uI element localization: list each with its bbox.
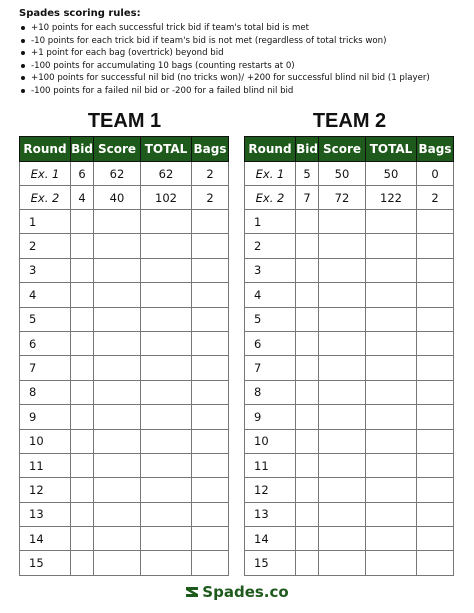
score-entry-cell[interactable] bbox=[71, 307, 94, 331]
score-entry-cell[interactable] bbox=[94, 453, 141, 477]
example-score-cell: 62 bbox=[94, 162, 141, 186]
score-entry-cell[interactable] bbox=[417, 380, 454, 404]
score-entry-cell[interactable] bbox=[417, 258, 454, 282]
score-entry-cell[interactable] bbox=[296, 478, 319, 502]
score-entry-cell[interactable] bbox=[94, 283, 141, 307]
score-entry-cell[interactable] bbox=[141, 210, 192, 234]
score-entry-cell[interactable] bbox=[94, 429, 141, 453]
score-entry-cell[interactable] bbox=[319, 502, 366, 526]
score-entry-cell[interactable] bbox=[417, 283, 454, 307]
round-number-cell: 6 bbox=[245, 331, 296, 355]
score-entry-cell[interactable] bbox=[366, 527, 417, 551]
rules-title: Spades scoring rules: bbox=[19, 8, 141, 19]
column-header: TOTAL bbox=[366, 137, 417, 162]
score-entry-cell[interactable] bbox=[71, 356, 94, 380]
score-entry-cell[interactable] bbox=[417, 527, 454, 551]
example-round-cell: Ex. 1 bbox=[245, 162, 296, 186]
example-row bbox=[20, 186, 229, 210]
score-entry-cell[interactable] bbox=[319, 527, 366, 551]
example-round-cell: Ex. 1 bbox=[20, 162, 71, 186]
score-entry-cell[interactable] bbox=[192, 453, 229, 477]
round-number-cell: 13 bbox=[245, 502, 296, 526]
example-total-cell: 50 bbox=[366, 162, 417, 186]
score-entry-cell[interactable] bbox=[366, 453, 417, 477]
score-entry-cell[interactable] bbox=[192, 429, 229, 453]
score-entry-cell[interactable] bbox=[141, 307, 192, 331]
column-header: TOTAL bbox=[141, 137, 192, 162]
column-header: Bid bbox=[296, 137, 319, 162]
example-total-cell: 62 bbox=[141, 162, 192, 186]
table-row bbox=[20, 429, 229, 453]
column-header: Score bbox=[319, 137, 366, 162]
score-entry-cell[interactable] bbox=[366, 380, 417, 404]
round-number-cell: 3 bbox=[245, 258, 296, 282]
round-number-cell: 7 bbox=[245, 356, 296, 380]
score-entry-cell[interactable] bbox=[417, 551, 454, 575]
score-entry-cell[interactable] bbox=[366, 234, 417, 258]
score-entry-cell[interactable] bbox=[71, 380, 94, 404]
bullet-icon bbox=[21, 51, 25, 55]
score-entry-cell[interactable] bbox=[296, 502, 319, 526]
bullet-icon bbox=[21, 89, 25, 93]
score-entry-cell[interactable] bbox=[141, 331, 192, 355]
example-bags-cell: 2 bbox=[192, 186, 229, 210]
score-entry-cell[interactable] bbox=[192, 527, 229, 551]
score-entry-cell[interactable] bbox=[71, 478, 94, 502]
score-entry-cell[interactable] bbox=[141, 258, 192, 282]
score-entry-cell[interactable] bbox=[192, 551, 229, 575]
score-entry-cell[interactable] bbox=[417, 331, 454, 355]
score-entry-cell[interactable] bbox=[141, 502, 192, 526]
score-entry-cell[interactable] bbox=[141, 405, 192, 429]
rules-list bbox=[19, 22, 464, 98]
table-row bbox=[245, 307, 454, 331]
score-entry-cell[interactable] bbox=[192, 307, 229, 331]
round-number-cell: 11 bbox=[245, 453, 296, 477]
table-row bbox=[245, 405, 454, 429]
round-number-cell: 5 bbox=[245, 307, 296, 331]
score-entry-cell[interactable] bbox=[417, 234, 454, 258]
score-entry-cell[interactable] bbox=[366, 405, 417, 429]
table-row bbox=[245, 527, 454, 551]
round-number-cell: 14 bbox=[20, 527, 71, 551]
score-entry-cell[interactable] bbox=[94, 405, 141, 429]
score-entry-cell[interactable] bbox=[71, 453, 94, 477]
table-row bbox=[20, 551, 229, 575]
score-entry-cell[interactable] bbox=[94, 356, 141, 380]
score-entry-cell[interactable] bbox=[319, 258, 366, 282]
score-entry-cell[interactable] bbox=[366, 356, 417, 380]
table-row bbox=[245, 453, 454, 477]
score-entry-cell[interactable] bbox=[366, 283, 417, 307]
table-row bbox=[245, 356, 454, 380]
table-row bbox=[245, 283, 454, 307]
column-header: Bid bbox=[71, 137, 94, 162]
example-score-cell: 40 bbox=[94, 186, 141, 210]
score-entry-cell[interactable] bbox=[71, 405, 94, 429]
score-entry-cell[interactable] bbox=[296, 283, 319, 307]
score-entry-cell[interactable] bbox=[192, 356, 229, 380]
score-entry-cell[interactable] bbox=[94, 307, 141, 331]
table-row bbox=[20, 502, 229, 526]
round-number-cell: 9 bbox=[245, 405, 296, 429]
score-entry-cell[interactable] bbox=[94, 551, 141, 575]
score-entry-cell[interactable] bbox=[319, 429, 366, 453]
score-entry-cell[interactable] bbox=[192, 405, 229, 429]
score-entry-cell[interactable] bbox=[319, 210, 366, 234]
score-entry-cell[interactable] bbox=[192, 502, 229, 526]
score-entry-cell[interactable] bbox=[192, 234, 229, 258]
score-entry-cell[interactable] bbox=[192, 331, 229, 355]
spades-logo: Spades.co bbox=[0, 583, 474, 601]
table-row bbox=[20, 258, 229, 282]
score-entry-cell[interactable] bbox=[296, 234, 319, 258]
spades-logo-icon bbox=[185, 585, 199, 599]
table-row bbox=[20, 307, 229, 331]
score-entry-cell[interactable] bbox=[94, 210, 141, 234]
score-entry-cell[interactable] bbox=[296, 331, 319, 355]
score-entry-cell[interactable] bbox=[71, 331, 94, 355]
score-entry-cell[interactable] bbox=[296, 453, 319, 477]
score-entry-cell[interactable] bbox=[71, 283, 94, 307]
score-entry-cell[interactable] bbox=[366, 307, 417, 331]
score-entry-cell[interactable] bbox=[71, 527, 94, 551]
rule-item: -100 points for a failed nil bid or -200 for a failed blind nil bid bbox=[19, 85, 464, 98]
score-entry-cell[interactable] bbox=[417, 429, 454, 453]
table-row bbox=[245, 331, 454, 355]
team1-title: TEAM 1 bbox=[87, 110, 162, 132]
score-entry-cell[interactable] bbox=[141, 234, 192, 258]
round-number-cell: 15 bbox=[245, 551, 296, 575]
example-score-cell: 72 bbox=[319, 186, 366, 210]
round-number-cell: 3 bbox=[20, 258, 71, 282]
rule-item: -10 points for each trick bid if team's bid is not met (regardless of total tricks won) bbox=[19, 35, 464, 48]
score-entry-cell[interactable] bbox=[192, 380, 229, 404]
example-bid-cell: 6 bbox=[71, 162, 94, 186]
table-header-row bbox=[20, 137, 229, 162]
rule-item: +100 points for successful nil bid (no tricks won)/ +200 for successful blind nil bid (1 player) bbox=[19, 72, 464, 85]
round-number-cell: 2 bbox=[245, 234, 296, 258]
score-entry-cell[interactable] bbox=[319, 331, 366, 355]
score-entry-cell[interactable] bbox=[94, 527, 141, 551]
score-entry-cell[interactable] bbox=[296, 551, 319, 575]
score-entry-cell[interactable] bbox=[319, 283, 366, 307]
score-entry-cell[interactable] bbox=[141, 478, 192, 502]
table-row bbox=[245, 258, 454, 282]
score-entry-cell[interactable] bbox=[94, 380, 141, 404]
score-entry-cell[interactable] bbox=[417, 356, 454, 380]
score-entry-cell[interactable] bbox=[296, 258, 319, 282]
round-number-cell: 14 bbox=[245, 527, 296, 551]
table-row bbox=[20, 478, 229, 502]
score-entry-cell[interactable] bbox=[296, 527, 319, 551]
scoring-rules bbox=[19, 8, 464, 98]
score-entry-cell[interactable] bbox=[296, 405, 319, 429]
round-number-cell: 1 bbox=[20, 210, 71, 234]
table-row bbox=[245, 478, 454, 502]
score-entry-cell[interactable] bbox=[417, 453, 454, 477]
table-row bbox=[245, 502, 454, 526]
score-entry-cell[interactable] bbox=[141, 453, 192, 477]
rule-item: +1 point for each bag (overtrick) beyond bid bbox=[19, 47, 464, 60]
score-entry-cell[interactable] bbox=[296, 307, 319, 331]
example-bags-cell: 2 bbox=[417, 186, 454, 210]
example-bid-cell: 5 bbox=[296, 162, 319, 186]
score-entry-cell[interactable] bbox=[94, 234, 141, 258]
example-row bbox=[245, 162, 454, 186]
column-header: Round bbox=[20, 137, 71, 162]
example-row bbox=[245, 186, 454, 210]
score-entry-cell[interactable] bbox=[71, 234, 94, 258]
team2-title: TEAM 2 bbox=[312, 110, 387, 132]
table-row bbox=[245, 551, 454, 575]
column-header: Bags bbox=[417, 137, 454, 162]
score-entry-cell[interactable] bbox=[366, 210, 417, 234]
score-entry-cell[interactable] bbox=[296, 356, 319, 380]
round-number-cell: 13 bbox=[20, 502, 71, 526]
bullet-icon bbox=[21, 76, 25, 80]
table-row bbox=[20, 405, 229, 429]
score-entry-cell[interactable] bbox=[71, 551, 94, 575]
example-round-cell: Ex. 2 bbox=[245, 186, 296, 210]
example-row bbox=[20, 162, 229, 186]
rule-item: -100 points for accumulating 10 bags (counting restarts at 0) bbox=[19, 60, 464, 73]
round-number-cell: 6 bbox=[20, 331, 71, 355]
score-entry-cell[interactable] bbox=[417, 478, 454, 502]
score-entry-cell[interactable] bbox=[141, 551, 192, 575]
team2-score-table bbox=[244, 136, 454, 576]
example-bid-cell: 7 bbox=[296, 186, 319, 210]
round-number-cell: 1 bbox=[245, 210, 296, 234]
score-entry-cell[interactable] bbox=[366, 551, 417, 575]
score-entry-cell[interactable] bbox=[192, 258, 229, 282]
rule-item: +10 points for each successful trick bid if team's total bid is met bbox=[19, 22, 464, 35]
example-score-cell: 50 bbox=[319, 162, 366, 186]
score-entry-cell[interactable] bbox=[141, 283, 192, 307]
table-header-row bbox=[245, 137, 454, 162]
table-row bbox=[20, 283, 229, 307]
round-number-cell: 11 bbox=[20, 453, 71, 477]
column-header: Score bbox=[94, 137, 141, 162]
score-entry-cell[interactable] bbox=[141, 380, 192, 404]
example-total-cell: 122 bbox=[366, 186, 417, 210]
score-entry-cell[interactable] bbox=[71, 502, 94, 526]
score-entry-cell[interactable] bbox=[366, 258, 417, 282]
bullet-icon bbox=[21, 26, 25, 30]
score-entry-cell[interactable] bbox=[319, 405, 366, 429]
round-number-cell: 4 bbox=[20, 283, 71, 307]
score-entry-cell[interactable] bbox=[94, 258, 141, 282]
round-number-cell: 9 bbox=[20, 405, 71, 429]
table-row bbox=[20, 356, 229, 380]
score-entry-cell[interactable] bbox=[417, 405, 454, 429]
table-row bbox=[20, 380, 229, 404]
bullet-icon bbox=[21, 39, 25, 43]
score-entry-cell[interactable] bbox=[71, 429, 94, 453]
score-entry-cell[interactable] bbox=[94, 478, 141, 502]
example-bags-cell: 0 bbox=[417, 162, 454, 186]
table-row bbox=[20, 527, 229, 551]
table-row bbox=[245, 380, 454, 404]
column-header: Bags bbox=[192, 137, 229, 162]
table-row bbox=[245, 429, 454, 453]
example-round-cell: Ex. 2 bbox=[20, 186, 71, 210]
score-entry-cell[interactable] bbox=[417, 307, 454, 331]
score-entry-cell[interactable] bbox=[296, 210, 319, 234]
round-number-cell: 12 bbox=[20, 478, 71, 502]
score-entry-cell[interactable] bbox=[71, 258, 94, 282]
round-number-cell: 12 bbox=[245, 478, 296, 502]
bullet-icon bbox=[21, 64, 25, 68]
score-entry-cell[interactable] bbox=[141, 429, 192, 453]
score-entry-cell[interactable] bbox=[319, 453, 366, 477]
score-entry-cell[interactable] bbox=[319, 356, 366, 380]
score-entry-cell[interactable] bbox=[319, 307, 366, 331]
round-number-cell: 10 bbox=[20, 429, 71, 453]
example-bid-cell: 4 bbox=[71, 186, 94, 210]
table-row bbox=[20, 234, 229, 258]
score-entry-cell[interactable] bbox=[319, 380, 366, 404]
score-entry-cell[interactable] bbox=[192, 210, 229, 234]
table-row bbox=[20, 331, 229, 355]
score-entry-cell[interactable] bbox=[296, 380, 319, 404]
score-entry-cell[interactable] bbox=[296, 429, 319, 453]
table-row bbox=[245, 210, 454, 234]
score-entry-cell[interactable] bbox=[366, 429, 417, 453]
score-entry-cell[interactable] bbox=[192, 283, 229, 307]
score-entry-cell[interactable] bbox=[366, 331, 417, 355]
column-header: Round bbox=[245, 137, 296, 162]
table-row bbox=[20, 453, 229, 477]
score-entry-cell[interactable] bbox=[319, 234, 366, 258]
round-number-cell: 2 bbox=[20, 234, 71, 258]
score-entry-cell[interactable] bbox=[366, 478, 417, 502]
score-entry-cell[interactable] bbox=[141, 356, 192, 380]
score-entry-cell[interactable] bbox=[94, 502, 141, 526]
table-row bbox=[245, 234, 454, 258]
score-entry-cell[interactable] bbox=[141, 527, 192, 551]
round-number-cell: 7 bbox=[20, 356, 71, 380]
round-number-cell: 10 bbox=[245, 429, 296, 453]
example-total-cell: 102 bbox=[141, 186, 192, 210]
round-number-cell: 15 bbox=[20, 551, 71, 575]
score-entry-cell[interactable] bbox=[71, 210, 94, 234]
round-number-cell: 4 bbox=[245, 283, 296, 307]
example-bags-cell: 2 bbox=[192, 162, 229, 186]
score-entry-cell[interactable] bbox=[417, 502, 454, 526]
score-entry-cell[interactable] bbox=[192, 478, 229, 502]
score-entry-cell[interactable] bbox=[319, 551, 366, 575]
table-row bbox=[20, 210, 229, 234]
score-entry-cell[interactable] bbox=[94, 331, 141, 355]
score-entry-cell[interactable] bbox=[417, 210, 454, 234]
team1-score-table bbox=[19, 136, 229, 576]
round-number-cell: 5 bbox=[20, 307, 71, 331]
round-number-cell: 8 bbox=[245, 380, 296, 404]
score-entry-cell[interactable] bbox=[319, 478, 366, 502]
score-entry-cell[interactable] bbox=[366, 502, 417, 526]
round-number-cell: 8 bbox=[20, 380, 71, 404]
